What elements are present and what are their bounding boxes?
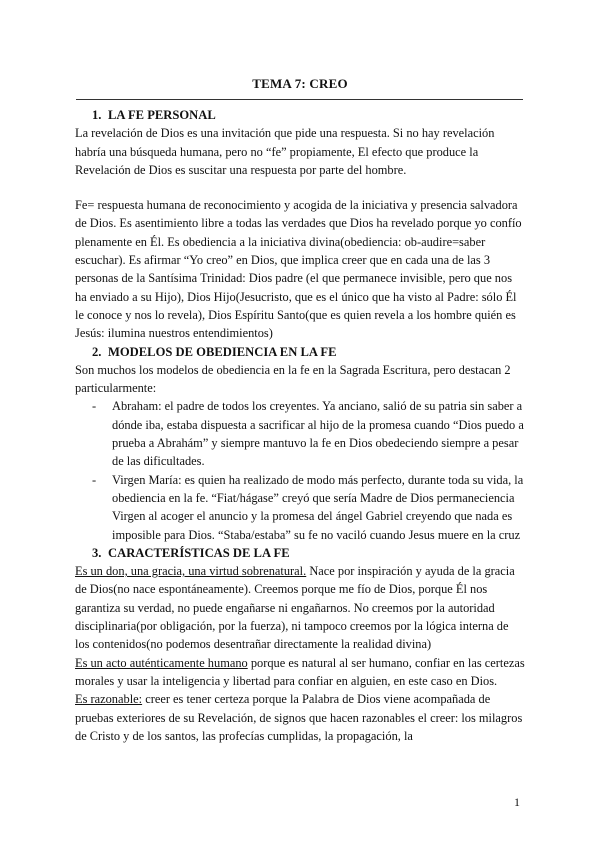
obedience-models-list (75, 397, 525, 543)
section-1-heading (75, 106, 525, 124)
paragraph-gap (75, 179, 525, 196)
section-2-heading (75, 343, 525, 361)
characteristic-human-text: porque es natural al ser humano, confiar en las certezas morales y usar la inteligencia y libertad para confiar en alguien, en este caso en Dios. (75, 655, 525, 688)
list-bullet: - (92, 399, 97, 414)
characteristic-reasonable-label: Es razonable: (75, 692, 143, 707)
list-item-text: Abraham: el padre de todos los creyentes. Ya anciano, salió de su patria sin saber a dónde iba, estaba dispuesta a sacrificar al hijo de la promesa cuando “Dios puedo a prueba a Abrahám” y siempre mantuvo la fe en Dios obedeciendo siempre a pesar de las dificultades. (112, 399, 524, 469)
section-3-title: CARACTERÍSTICAS DE LA FE (108, 545, 290, 560)
list-bullet: - (92, 472, 97, 487)
characteristic-gift (75, 562, 525, 653)
section-1-paragraph-1: La revelación de Dios es una invitación que pide una respuesta. Si no hay revelación habría una búsqueda humana, pero no “fe” propiamente, El efecto que produce la Revelación de Dios es suscitar una respuesta por parte del hombre. (75, 126, 495, 177)
page-title: TEMA 7: CREO (252, 76, 348, 91)
section-2-intro: Son muchos los modelos de obediencia en la fe en la Sagrada Escritura, pero destacan 2 particularmente: (75, 362, 511, 396)
list-item-abraham (92, 397, 525, 470)
document-body (75, 106, 525, 745)
characteristic-reasonable (75, 690, 525, 745)
section-3-heading (75, 544, 525, 562)
characteristic-gift-label: Es un don, una gracia, una virtud sobrenatural. (75, 564, 307, 579)
characteristic-reasonable-text: creer es tener certeza porque la Palabra de Dios viene acompañada de pruebas exteriores de su Revelación, de signos que hacen razonables el creer: los milagros de Cristo y de los santos, las profecías cumplidas, la propagación, la (75, 692, 523, 743)
section-1-paragraph-2: Fe= respuesta humana de reconocimiento y acogida de la iniciativa y presencia salvadora de Dios. Es asentimiento libre a todas las verdades que Dios ha revelado porque yo confío plenamente en Él. Es obediencia a la iniciativa divina(obediencia: ob-audire=saber escuchar). Es afirmar “Yo creo” en Dios, que implica creer que en cada una de las 3 personas de la Santísima Trinidad: Dios padre (el que permanece invisible, pero que nos ha enviado a su Hijo), Dios Hijo(Jesucristo, que es el único que ha visto al Padre: sólo Él le conoce y nos lo revela), Dios Espíritu Santo(que es quien revela a los hombre quién es Jesús: ilumina nuestros entendimientos) (75, 198, 522, 341)
section-1-number: 1. (92, 108, 102, 122)
list-item-virgen-maria (92, 471, 525, 544)
page-number: 1 (514, 795, 520, 809)
list-item-text: Virgen María: es quien ha realizado de modo más perfecto, durante toda su vida, la obediencia en la fe. “Fiat/hágase” creyó que sería Madre de Dios permaneciencia Virgen al acoger el anuncio y la promesa del ángel Gabriel creyendo que nada es imposible para Dios. “Staba/estaba” su fe no vaciló cuando Jesus muere en la cruz (112, 472, 524, 542)
section-2-title: MODELOS DE OBEDIENCIA EN LA FE (108, 344, 337, 359)
section-3-number: 3. (92, 545, 102, 560)
characteristic-human (75, 654, 525, 691)
characteristic-gift-text: Nace por inspiración y ayuda de la gracia de Dios(no nace espontáneamente). Creemos porque me fío de Dios, porque Él nos garantiza su verdad, no puede engañarse ni engañarnos. No creemos por la autoridad disciplinaria(por obligación, por la fuerza), ni tampoco creemos por la lógica interna de los contenidos(no podemos desentrañar directamente la realidad divina) (75, 564, 515, 652)
title-divider (76, 99, 523, 100)
characteristic-human-label: Es un acto auténticamente humano (75, 655, 248, 670)
section-2-number: 2. (92, 344, 102, 359)
section-1-title: LA FE PERSONAL (108, 108, 216, 122)
